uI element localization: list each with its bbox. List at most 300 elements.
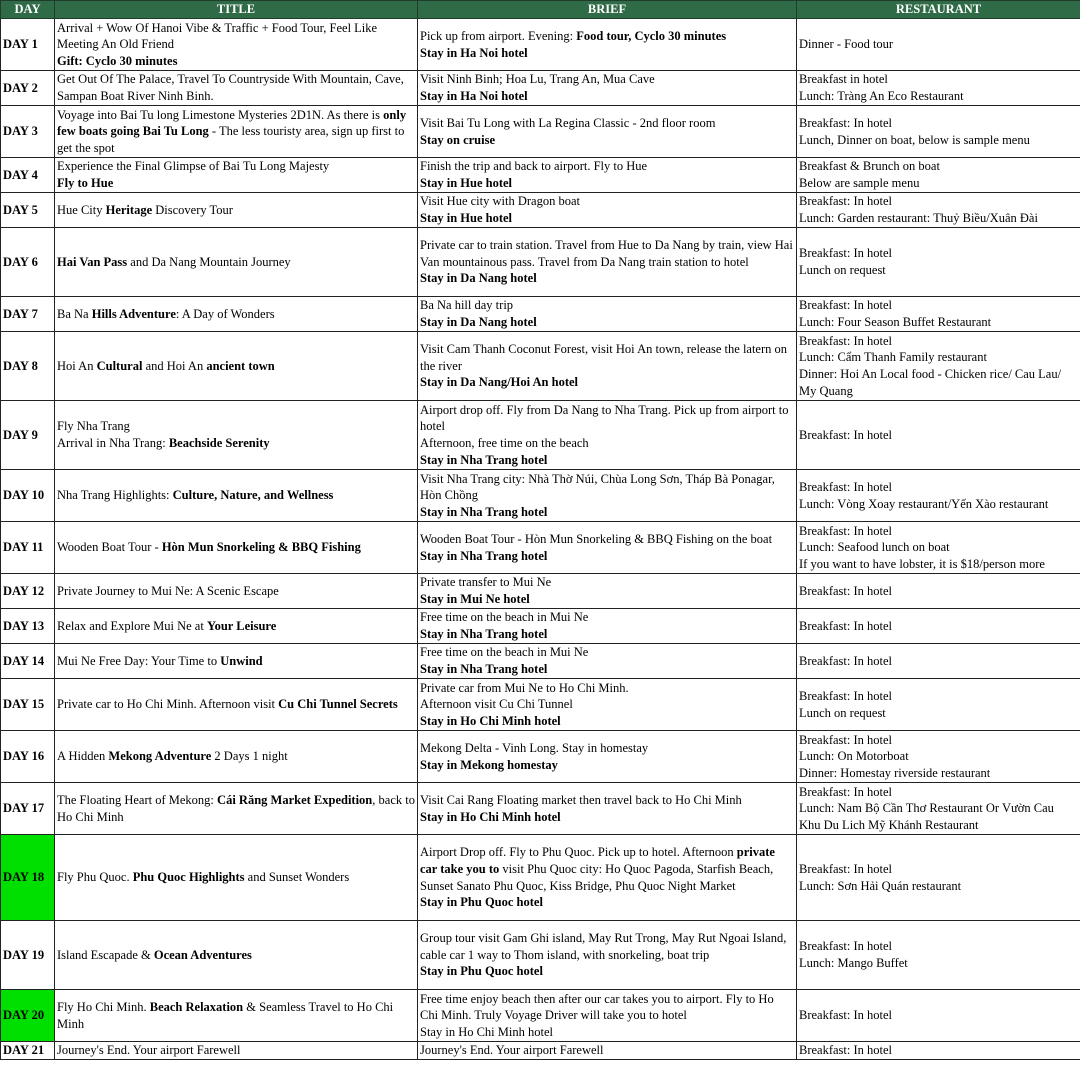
text-segment: Stay in Da Nang/Hoi An hotel: [420, 375, 579, 390]
restaurant-cell: [797, 332, 1080, 401]
brief-cell: [418, 106, 797, 158]
day-cell: DAY 19: [1, 921, 55, 990]
title-cell: [55, 835, 418, 921]
title-cell: [55, 401, 418, 470]
text-segment: : A Day of Wonders: [175, 306, 275, 321]
day-row: [1, 609, 1080, 644]
brief-cell-line: [420, 28, 794, 45]
restaurant-cell: [797, 158, 1080, 193]
text-segment: Wooden Boat Tour - Hòn Mun Snorkeling & BBQ Fishing on the boat: [420, 531, 773, 546]
meal-line: Lunch: Seafood lunch on boat: [799, 540, 950, 555]
brief-cell-line: [420, 132, 794, 149]
brief-cell-line: [420, 591, 794, 608]
title-cell: [55, 332, 418, 401]
restaurant-cell: [797, 228, 1080, 297]
brief-cell-line: [420, 963, 794, 980]
title-cell-line: [57, 71, 415, 104]
brief-cell-line: [420, 844, 794, 894]
title-cell-line: [57, 202, 415, 219]
meal-line: Breakfast: In hotel: [799, 427, 893, 442]
title-cell: [55, 228, 418, 297]
text-segment: Stay in Nha Trang hotel: [420, 662, 548, 676]
brief-cell: [418, 470, 797, 522]
text-segment: - The less touristy area, sign up first to get the spot: [57, 124, 405, 155]
text-segment: Visit Bai Tu Long with La Regina Classic - 2nd floor room: [420, 115, 716, 130]
meal-line: Breakfast: In hotel: [799, 784, 893, 799]
title-cell-line: [57, 539, 415, 556]
text-segment: , back to Ho Chi Minh: [57, 792, 415, 824]
day-row: [1, 297, 1080, 332]
text-segment: Journey's End. Your airport Farewell: [420, 1043, 604, 1058]
restaurant-cell: [797, 522, 1080, 574]
title-cell: [55, 783, 418, 835]
title-cell-line: [57, 254, 415, 271]
text-segment: Finish the trip and back to airport. Fly to Hue: [420, 159, 648, 174]
meal-line: If you want to have lobster, it is $18/person more: [799, 556, 1045, 571]
day-cell: DAY 9: [1, 401, 55, 470]
brief-cell: [418, 158, 797, 193]
text-segment: Stay in Nha Trang hotel: [420, 548, 548, 563]
brief-cell: [418, 1042, 797, 1060]
title-cell: [55, 470, 418, 522]
brief-cell-line: [420, 696, 794, 713]
text-segment: Fly Ho Chi Minh.: [57, 999, 150, 1014]
title-cell-line: [57, 583, 415, 600]
brief-cell-line: [420, 158, 794, 175]
meal-line: Lunch on request: [799, 263, 886, 277]
meal-line: Breakfast: In hotel: [799, 939, 893, 954]
restaurant-cell: [797, 1042, 1080, 1060]
text-segment: Ocean Adventures: [153, 947, 252, 962]
text-segment: Unwind: [220, 653, 263, 668]
title-cell-line: [57, 487, 415, 504]
brief-cell-line: [420, 531, 794, 548]
title-cell: [55, 106, 418, 158]
brief-cell: [418, 731, 797, 783]
meal-line: Breakfast: In hotel: [799, 583, 893, 598]
title-cell-line: [57, 358, 415, 375]
day-row: [1, 522, 1080, 574]
text-segment: Wooden Boat Tour -: [57, 540, 162, 555]
title-cell: [55, 71, 418, 106]
text-segment: Free time on the beach in Mui Ne: [420, 645, 589, 660]
text-segment: Stay in Phu Quoc hotel: [420, 895, 543, 910]
text-segment: Hòn Mun Snorkeling & BBQ Fishing: [161, 540, 361, 555]
brief-cell-line: [420, 713, 794, 730]
day-cell: DAY 18: [1, 835, 55, 921]
day-row: [1, 731, 1080, 783]
text-segment: Cu Chi Tunnel Secrets: [278, 697, 398, 712]
text-segment: Stay in Ho Chi Minh hotel: [420, 713, 561, 728]
day-row: [1, 193, 1080, 228]
text-segment: Stay in Da Nang hotel: [420, 315, 537, 329]
title-cell-line: [57, 53, 415, 70]
brief-cell: [418, 228, 797, 297]
text-segment: Stay in Nha Trang hotel: [420, 627, 548, 641]
title-cell: [55, 522, 418, 574]
brief-cell-line: [420, 504, 794, 521]
meal-line: Breakfast: In hotel: [799, 618, 893, 633]
header-row: [1, 1, 1080, 19]
day-row: [1, 679, 1080, 731]
brief-cell: [418, 401, 797, 470]
day-cell: DAY 1: [1, 19, 55, 71]
text-segment: Beach Relaxation: [149, 999, 244, 1014]
text-segment: Private car to train station. Travel from Hue to Da Nang by train, view Hai Van mountainous pass. Travel from Da Nang train station to hotel: [420, 238, 793, 269]
title-cell-line: [57, 20, 415, 53]
brief-cell-line: [420, 894, 794, 911]
brief-cell: [418, 783, 797, 835]
text-segment: visit Phu Quoc city: Ho Quoc Pagoda, Starfish Beach, Sunset Sanato Phu Quoc, Kiss Bridge, Phu Quoc Night Market: [420, 861, 774, 893]
text-segment: Mekong Adventure: [108, 749, 212, 764]
header-brief: BRIEF: [418, 1, 797, 19]
title-cell-line: [57, 175, 415, 192]
text-segment: Ba Na: [57, 306, 92, 321]
restaurant-cell: [797, 297, 1080, 332]
day-cell: DAY 17: [1, 783, 55, 835]
restaurant-cell: [797, 609, 1080, 644]
day-row: [1, 1042, 1080, 1060]
day-row: [1, 332, 1080, 401]
restaurant-cell: [797, 835, 1080, 921]
text-segment: Visit Cam Thanh Coconut Forest, visit Hoi An town, release the latern on the river: [420, 342, 788, 373]
text-segment: Airport drop off. Fly from Da Nang to Nha Trang. Pick up from airport to hotel: [420, 402, 789, 434]
brief-cell-line: [420, 809, 794, 826]
text-segment: Hai Van Pass: [57, 254, 128, 269]
meal-line: Breakfast: In hotel: [799, 479, 893, 494]
meal-line: Breakfast: In hotel: [799, 1008, 893, 1023]
text-segment: Stay in Ha Noi hotel: [420, 45, 528, 60]
text-segment: Airport Drop off. Fly to Phu Quoc. Pick up to hotel. Afternoon: [420, 845, 737, 860]
header-day: DAY: [1, 1, 55, 19]
day-cell: DAY 10: [1, 470, 55, 522]
meal-line: Lunch: Tràng An Eco Restaurant: [799, 89, 964, 103]
title-cell: [55, 193, 418, 228]
day-row: [1, 228, 1080, 297]
meal-line: Below are sample menu: [799, 176, 920, 190]
day-cell: DAY 12: [1, 574, 55, 609]
text-segment: Heritage: [105, 202, 153, 217]
brief-cell: [418, 644, 797, 679]
title-cell: [55, 679, 418, 731]
brief-cell: [418, 835, 797, 921]
text-segment: Cái Răng Market Expedition: [217, 792, 373, 807]
title-cell-line: [57, 696, 415, 713]
text-segment: Private transfer to Mui Ne: [420, 575, 552, 590]
text-segment: Nha Trang Highlights:: [57, 488, 173, 503]
day-row: [1, 990, 1080, 1042]
text-segment: Free time on the beach in Mui Ne: [420, 610, 589, 625]
text-segment: Stay on cruise: [420, 132, 495, 147]
text-segment: Visit Nha Trang city: Nhà Thờ Núi, Chùa Long Sơn, Tháp Bà Ponagar, Hòn Chồng: [420, 471, 775, 503]
text-segment: Fly to Hue: [57, 176, 114, 190]
brief-cell: [418, 297, 797, 332]
text-segment: Hue City: [57, 202, 106, 217]
title-cell-line: [57, 618, 415, 635]
meal-line: Lunch: Mango Buffet: [799, 956, 908, 970]
text-segment: Stay in Ho Chi Minh hotel: [420, 1024, 553, 1039]
text-segment: Private car to Ho Chi Minh. Afternoon visit: [57, 697, 279, 712]
brief-cell-line: [420, 193, 794, 210]
day-row: [1, 644, 1080, 679]
meal-line: Breakfast: In hotel: [799, 298, 893, 313]
meal-line: Breakfast: In hotel: [799, 653, 893, 668]
title-cell-line: [57, 158, 415, 175]
text-segment: and Da Nang Mountain Journey: [127, 254, 291, 269]
day-cell: DAY 16: [1, 731, 55, 783]
day-cell: DAY 13: [1, 609, 55, 644]
brief-cell-line: [420, 314, 794, 331]
text-segment: and Hoi An: [142, 358, 207, 373]
text-segment: Stay in Nha Trang hotel: [420, 452, 548, 467]
brief-cell: [418, 574, 797, 609]
day-row: [1, 574, 1080, 609]
brief-cell: [418, 990, 797, 1042]
meal-line: Lunch: Garden restaurant: Thuỷ Biều/Xuân Đài: [799, 211, 1038, 225]
day-row: [1, 835, 1080, 921]
text-segment: Culture, Nature, and Wellness: [172, 488, 334, 503]
brief-cell: [418, 609, 797, 644]
brief-cell-line: [420, 374, 794, 391]
meal-line: Breakfast in hotel: [799, 72, 888, 87]
text-segment: Journey's End. Your airport Farewell: [57, 1043, 241, 1058]
brief-cell-line: [420, 740, 794, 757]
text-segment: Cultural: [96, 358, 143, 373]
text-segment: Stay in Nha Trang hotel: [420, 504, 548, 519]
brief-cell-line: [420, 626, 794, 643]
restaurant-cell: [797, 921, 1080, 990]
brief-cell-line: [420, 435, 794, 452]
text-segment: Mekong Delta - Vinh Long. Stay in homestay: [420, 740, 649, 755]
brief-cell-line: [420, 609, 794, 626]
text-segment: ancient town: [206, 358, 275, 373]
restaurant-cell: [797, 990, 1080, 1042]
brief-cell: [418, 679, 797, 731]
text-segment: Voyage into Bai Tu long Limestone Mysteries 2D1N. As there is: [57, 107, 384, 122]
brief-cell-line: [420, 402, 794, 435]
text-segment: 2 Days 1 night: [211, 749, 288, 764]
day-cell: DAY 20: [1, 990, 55, 1042]
day-row: [1, 71, 1080, 106]
text-segment: Arrival in Nha Trang:: [57, 436, 169, 450]
text-segment: Mui Ne Free Day: Your Time to: [57, 653, 221, 668]
brief-cell-line: [420, 991, 794, 1024]
text-segment: Stay in Hue hotel: [420, 176, 513, 190]
title-cell: [55, 731, 418, 783]
brief-cell: [418, 522, 797, 574]
text-segment: Arrival + Wow Of Hanoi Vibe & Traffic + Food Tour, Feel Like Meeting An Old Friend: [57, 20, 378, 52]
restaurant-cell: [797, 106, 1080, 158]
restaurant-cell: [797, 71, 1080, 106]
brief-cell-line: [420, 548, 794, 565]
brief-cell-line: [420, 71, 794, 88]
title-cell-line: [57, 947, 415, 964]
brief-cell-line: [420, 644, 794, 661]
day-row: [1, 470, 1080, 522]
meal-line: Lunch: Cẩm Thanh Family restaurant: [799, 350, 987, 365]
title-cell-line: [57, 435, 415, 452]
brief-cell-line: [420, 930, 794, 963]
title-cell: [55, 644, 418, 679]
text-segment: Stay in Mekong homestay: [420, 757, 558, 772]
brief-cell: [418, 332, 797, 401]
text-segment: Fly Nha Trang: [57, 419, 130, 434]
brief-cell-line: [420, 452, 794, 469]
brief-cell-line: [420, 297, 794, 314]
restaurant-cell: [797, 574, 1080, 609]
meal-line: Breakfast & Brunch on boat: [799, 159, 940, 174]
brief-cell-line: [420, 574, 794, 591]
text-segment: Group tour visit Gam Ghi island, May Rut Trong, May Rut Ngoai Island, cable car 1 way to Thom island, with snorkeling, boat trip: [420, 931, 787, 962]
text-segment: only few boats going Bai Tu Long: [57, 107, 407, 139]
text-segment: Stay in Da Nang hotel: [420, 271, 537, 286]
title-cell: [55, 297, 418, 332]
day-cell: DAY 6: [1, 228, 55, 297]
title-cell-line: [57, 306, 415, 323]
title-cell: [55, 19, 418, 71]
meal-line: Breakfast: In hotel: [799, 333, 893, 348]
restaurant-cell: [797, 783, 1080, 835]
text-segment: The Floating Heart of Mekong:: [57, 792, 218, 807]
title-cell-line: [57, 869, 415, 886]
text-segment: Stay in Phu Quoc hotel: [420, 964, 543, 979]
meal-line: Breakfast: In hotel: [799, 1043, 893, 1058]
title-cell-line: [57, 748, 415, 765]
brief-cell-line: [420, 1042, 794, 1059]
meal-line: Lunch: Vòng Xoay restaurant/Yến Xào restaurant: [799, 496, 1049, 511]
text-segment: Visit Cai Rang Floating market then travel back to Ho Chi Minh: [420, 792, 742, 807]
text-segment: and Sunset Wonders: [244, 870, 350, 885]
day-cell: DAY 14: [1, 644, 55, 679]
meal-line: Dinner: Homestay riverside restaurant: [799, 765, 991, 780]
title-cell-line: [57, 107, 415, 157]
text-segment: Visit Ninh Binh; Hoa Lu, Trang An, Mua Cave: [420, 72, 655, 87]
restaurant-cell: [797, 470, 1080, 522]
meal-line: Dinner: Hoi An Local food - Chicken rice/ Cau Lau/ My Quang: [799, 367, 1062, 398]
restaurant-cell: [797, 19, 1080, 71]
text-segment: Get Out Of The Palace, Travel To Countryside With Mountain, Cave, Sampan Boat River Ninh Binh.: [57, 72, 404, 103]
meal-line: Lunch: On Motorboat: [799, 749, 909, 764]
text-segment: Hoi An: [57, 358, 97, 373]
title-cell: [55, 1042, 418, 1060]
restaurant-cell: [797, 401, 1080, 470]
day-cell: DAY 4: [1, 158, 55, 193]
restaurant-cell: [797, 193, 1080, 228]
title-cell: [55, 921, 418, 990]
text-segment: Private Journey to Mui Ne: A Scenic Escape: [57, 583, 279, 598]
meal-line: Lunch, Dinner on boat, below is sample menu: [799, 132, 1030, 147]
meal-line: Breakfast: In hotel: [799, 115, 893, 130]
day-row: [1, 783, 1080, 835]
day-cell: DAY 15: [1, 679, 55, 731]
title-cell: [55, 609, 418, 644]
title-cell-line: [57, 792, 415, 825]
text-segment: Afternoon, free time on the beach: [420, 436, 589, 450]
text-segment: Visit Hue city with Dragon boat: [420, 194, 580, 209]
day-row: [1, 401, 1080, 470]
day-row: [1, 106, 1080, 158]
day-cell: DAY 21: [1, 1042, 55, 1060]
text-segment: Stay in Ho Chi Minh hotel: [420, 809, 561, 824]
text-segment: Pick up from airport. Evening:: [420, 28, 577, 43]
meal-line: Dinner - Food tour: [799, 37, 894, 52]
text-segment: Beachside Serenity: [168, 436, 270, 450]
meal-line: Breakfast: In hotel: [799, 861, 893, 876]
brief-cell-line: [420, 175, 794, 192]
text-segment: Gift: Cyclo 30 minutes: [57, 53, 178, 68]
day-cell: DAY 2: [1, 71, 55, 106]
title-cell-line: [57, 653, 415, 670]
day-row: [1, 921, 1080, 990]
brief-cell-line: [420, 792, 794, 809]
brief-cell-line: [420, 237, 794, 270]
brief-cell: [418, 71, 797, 106]
meal-line: Lunch: Four Season Buffet Restaurant: [799, 315, 992, 329]
brief-cell-line: [420, 1024, 794, 1041]
brief-cell-line: [420, 45, 794, 62]
meal-line: Breakfast: In hotel: [799, 688, 893, 703]
text-segment: Your Leisure: [206, 618, 277, 633]
text-segment: Private car from Mui Ne to Ho Chi Minh.: [420, 680, 629, 695]
meal-line: Breakfast: In hotel: [799, 246, 893, 261]
brief-cell-line: [420, 88, 794, 105]
itinerary-body: [1, 19, 1080, 1060]
brief-cell-line: [420, 471, 794, 504]
text-segment: & Seamless Travel to Ho Chi Minh: [57, 999, 394, 1031]
brief-cell: [418, 193, 797, 228]
title-cell: [55, 574, 418, 609]
day-row: [1, 19, 1080, 71]
day-cell: DAY 11: [1, 522, 55, 574]
text-segment: Stay in Hue hotel: [420, 211, 513, 225]
brief-cell-line: [420, 270, 794, 287]
header-title: TITLE: [55, 1, 418, 19]
restaurant-cell: [797, 731, 1080, 783]
day-cell: DAY 5: [1, 193, 55, 228]
text-segment: Stay in Ha Noi hotel: [420, 89, 528, 103]
brief-cell-line: [420, 757, 794, 774]
text-segment: Free time enjoy beach then after our car takes you to airport. Fly to Ho Chi Minh. Truly Voyage Driver will take you to hotel: [420, 991, 774, 1023]
text-segment: Experience the Final Glimpse of Bai Tu Long Majesty: [57, 159, 330, 174]
text-segment: Fly Phu Quoc.: [57, 870, 133, 885]
text-segment: A Hidden: [57, 749, 109, 764]
title-cell-line: [57, 999, 415, 1032]
restaurant-cell: [797, 679, 1080, 731]
brief-cell-line: [420, 210, 794, 227]
title-cell-line: [57, 418, 415, 435]
brief-cell-line: [420, 115, 794, 132]
restaurant-cell: [797, 644, 1080, 679]
header-restaurant: RESTAURANT: [797, 1, 1080, 19]
brief-cell-line: [420, 680, 794, 697]
meal-line: Breakfast: In hotel: [799, 523, 893, 538]
meal-line: Lunch: Sơn Hải Quán restaurant: [799, 878, 962, 893]
brief-cell: [418, 19, 797, 71]
meal-line: Breakfast: In hotel: [799, 732, 893, 747]
text-segment: Island Escapade &: [57, 947, 154, 962]
text-segment: Discovery Tour: [152, 202, 233, 217]
brief-cell-line: [420, 341, 794, 374]
brief-cell: [418, 921, 797, 990]
meal-line: Lunch: Nam Bộ Cần Thơ Restaurant Or Vườn Cau Khu Du Lich Mỹ Khánh Restaurant: [799, 801, 1054, 832]
text-segment: private car take you to: [420, 845, 775, 876]
meal-line: Lunch on request: [799, 705, 886, 720]
text-segment: Hills Adventure: [91, 306, 176, 321]
text-segment: Stay in Mui Ne hotel: [420, 592, 530, 606]
day-row: [1, 158, 1080, 193]
text-segment: Food tour, Cyclo 30 minutes: [576, 28, 727, 43]
text-segment: Relax and Explore Mui Ne at: [57, 618, 207, 633]
